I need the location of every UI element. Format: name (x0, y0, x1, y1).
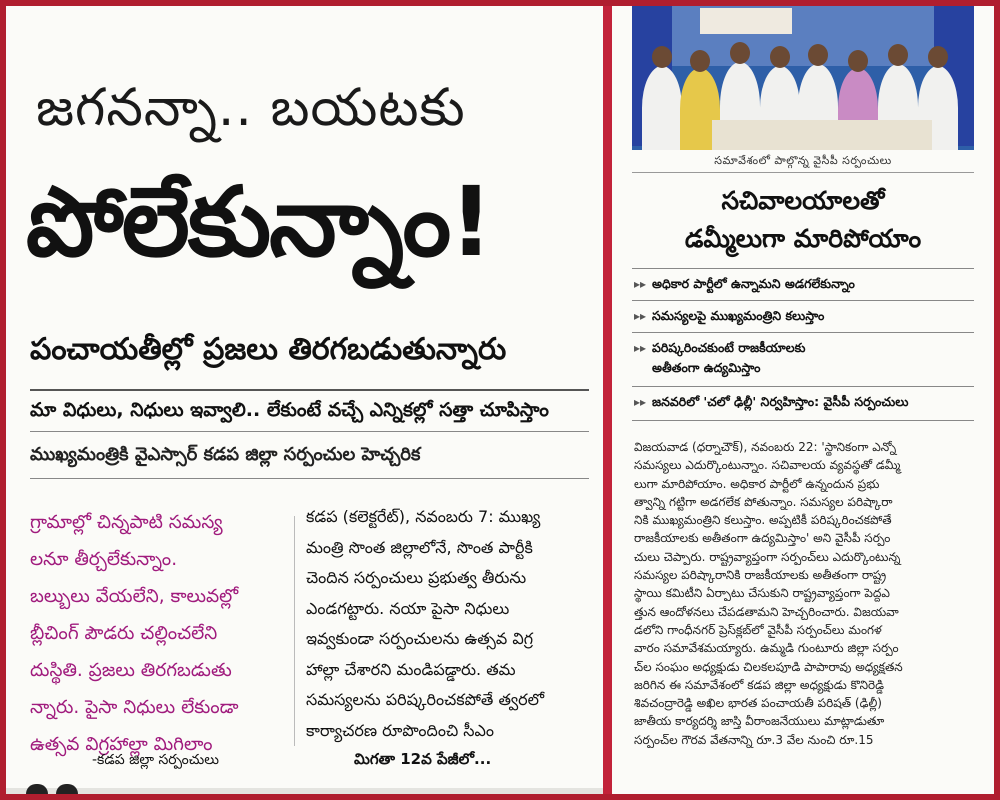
deck-line-2: ముఖ్యమంత్రికి వైఎస్సార్ కడప జిల్లా సర్పంచుల హెచ్చరిక (30, 444, 421, 465)
divider (632, 332, 974, 333)
bullet-arrow-icon: ▸▸ (634, 277, 647, 291)
body-line: త్వాన్ని గట్టిగా అడగలేక పోతున్నాం. సమస్యల పరిష్కారా (634, 494, 893, 509)
body-line: మంత్రి సొంత జిల్లాలోనే, సొంత పార్టీకి (306, 537, 533, 557)
body-line: డలోని గాంధీనగర్ ప్రెస్‌క్లబ్‌లో వైసీపీ సర్పంచ్‌లు మంగళ (634, 622, 882, 637)
highlight-bullet: ▸▸ జనవరిలో 'చలో ఢిల్లీ' నిర్వహిస్తాం: వైసీపీ సర్పంచులు (632, 392, 974, 412)
subheadline: పంచాయతీల్లో ప్రజలు తిరగబడుతున్నారు (30, 332, 507, 367)
news-photo (632, 6, 974, 150)
highlight-bullet: ▸▸ అధికార పార్టీలో ఉన్నామని అడగలేకున్నాం (632, 274, 974, 294)
divider (632, 420, 974, 421)
body-line: సర్పంచ్‌ల గౌరవ వేతనాన్ని రూ.3 వేల నుంచి రూ.15 (634, 732, 874, 747)
article-body (306, 502, 594, 746)
quote-line: దుస్థితి. ప్రజలు తిరగబడుతు (30, 660, 232, 681)
body-line: కడప (కలెక్టరేట్), నవంబరు 7: ముఖ్య (306, 507, 541, 526)
page-edge (6, 788, 603, 794)
body-line: జాతీయ కార్యదర్శి జాస్తి వీరాంజనేయులు మాట్లాడుతూ (634, 714, 885, 729)
quote-line: లనూ తీర్చలేకున్నాం. (30, 549, 178, 570)
body-line: త్తున ఆందోళనలు చేపడతామని హెచ్చరించారు. విజయవా (634, 604, 899, 619)
body-line: కార్యాచరణ రూపొందించి సీఎం (306, 720, 495, 740)
body-line: సమస్యల పరిష్కారానికి రాజకీయాలకు అతీతంగా రాష్ట్ర (634, 568, 887, 583)
body-line: శివచంద్రారెడ్డి అఖిల భారత పంచాయతీ పరిషత్ (ఢిల్లీ) (634, 696, 882, 711)
body-line: రాజకీయాలకు అతీతంగా ఉద్యమిస్తాం' అని వైసీపీ సర్పం (634, 531, 891, 546)
page-edge-mark (26, 784, 48, 794)
headline-line: సచివాలయాలతో (721, 186, 885, 215)
column-divider (294, 516, 295, 746)
page-edge-mark (56, 784, 78, 794)
body-line: హాల్లా చేశారని మండిపడ్డారు. తమ (306, 659, 516, 679)
photo-caption: సమావేశంలో పాల్గొన్న వైసీపీ సర్పంచులు (714, 154, 892, 167)
body-line: వారం సమావేశమయ్యారు. ఉమ్మడి గుంటూరు జిల్లా సర్పం (634, 641, 899, 656)
body-line: ఎండగట్టారు. నయా పైసా నిధులు (306, 598, 510, 618)
divider (632, 300, 974, 301)
right-news-clipping (612, 6, 994, 794)
headline-kicker: జగనన్నా.. బయటకు (36, 78, 466, 138)
headline-line: డమ్మీలుగా మారిపోయాం (684, 224, 922, 253)
bullet-arrow-icon: ▸▸ (634, 309, 647, 323)
bullet-arrow-icon: ▸▸ (634, 395, 647, 409)
body-line: చులు చెప్పారు. రాష్ట్రవ్యాప్తంగా సర్పంచ్‌లు ఎదుర్కొంటున్న (634, 549, 901, 564)
body-line: ఇవ్వకుండా సర్పంచులను ఉత్సవ విగ్ర (306, 629, 534, 648)
main-headline: పోలేకున్నాం! (26, 166, 492, 278)
body-line: విజయవాడ (ధర్నాచౌక్), నవంబరు 22: 'స్థానికంగా ఎన్నో (634, 440, 897, 454)
deck-line-1: మా విధులు, నిధులు ఇవ్వాలి.. లేకుంటే వచ్చే ఎన్నికల్లో సత్తా చూపిస్తాం (30, 399, 549, 421)
divider (30, 389, 589, 391)
right-headline (612, 182, 994, 258)
body-line: సమస్యలు ఎదుర్కొంటున్నాం. సచివాలయ వ్యవస్థతో డమ్మీ (634, 458, 901, 473)
body-line: చ్‌ల సంఘం అధ్యక్షుడు చిలకలపూడి పాపారావు అధ్యక్షతన (634, 659, 903, 674)
body-line: చెందిన సర్పంచులు ప్రభుత్వ తీరును (306, 568, 527, 587)
highlight-bullet: ▸▸ సమస్యలపై ముఖ్యమంత్రిని కలుస్తాం (632, 306, 974, 326)
pull-quote (30, 504, 292, 763)
bullet-arrow-icon: ▸▸ (634, 341, 647, 355)
body-line: జరిగిన ఈ సమావేశంలో కడప జిల్లా అధ్యక్షుడు కొనిరెడ్డి (634, 677, 884, 692)
divider (30, 431, 589, 432)
body-line: స్థాయి కమిటీని ఏర్పాటు చేసుకుని రాష్ట్రవ్యాప్తంగా పెద్దఎ (634, 586, 890, 601)
quote-line: న్నారు. పైసా నిధులు లేకుండా (30, 697, 239, 718)
quote-attribution: -కడప జిల్లా సర్పంచులు (92, 752, 220, 768)
article-body (634, 438, 976, 749)
quote-line: బ్లీచింగ్ పౌడరు చల్లించలేని (30, 623, 218, 644)
highlight-bullet: ▸▸ పరిష్కరించకుంటే రాజకీయాలకు అతీతంగా ఉద్యమిస్తాం (634, 340, 806, 375)
divider (30, 478, 589, 479)
divider (632, 386, 974, 387)
body-line: నికి ముఖ్యమంత్రిని కలుస్తాం. అప్పటికీ పరిష్కరించకపోతే (634, 513, 892, 528)
quote-line: ఉత్సవ విగ్రహాల్లా మిగిలాం (30, 734, 213, 755)
continued-on-page: మిగతా 12వ పేజీలో... (354, 750, 492, 768)
quote-line: బల్బులు వేయలేని, కాలువల్లో (30, 586, 239, 607)
body-line: సమస్యలను పరిష్కరించకపోతే త్వరలో (306, 690, 545, 709)
left-news-clipping (6, 6, 603, 794)
divider (632, 268, 974, 269)
quote-line: గ్రామాల్లో చిన్నపాటి సమస్య (30, 512, 223, 533)
divider (632, 172, 974, 173)
body-line: లుగా మారిపోయాం. అధికార పార్టీలో ఉన్నందున ప్రభు (634, 476, 880, 491)
